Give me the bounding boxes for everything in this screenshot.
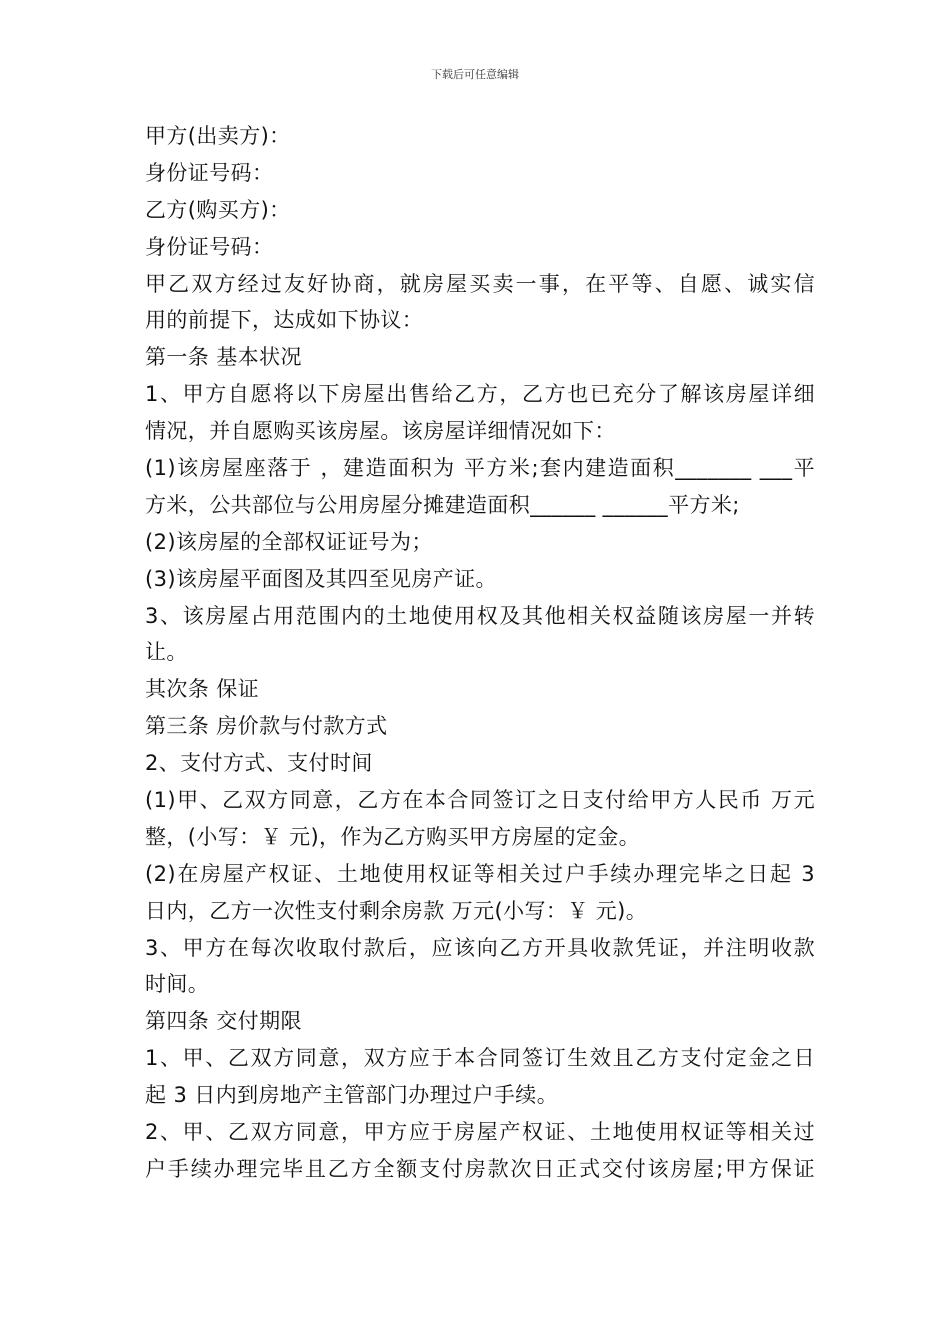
text-line: 情况，并自愿购买该房屋。该房屋详细情况如下： <box>145 419 616 444</box>
text-line: 甲方(出卖方)： <box>145 124 291 148</box>
text-line: 3、该房屋占用范围内的土地使用权及其他相关权益随该房屋一并转 <box>145 603 815 628</box>
text-line: 3、甲方在每次收取付款后，应该向乙方开具收款凭证，并注明收款 <box>145 935 815 960</box>
text-line: 1、甲、乙双方同意，双方应于本合同签订生效且乙方支付定金之日 <box>145 1046 815 1071</box>
text-line: 身份证号码： <box>145 160 274 185</box>
section-heading: 其次条 保证 <box>145 677 260 702</box>
section-heading: 第三条 房价款与付款方式 <box>145 714 388 739</box>
text-line: 整，(小写：￥ 元)，作为乙方购买甲方房屋的定金。 <box>145 824 641 849</box>
text-line: (2)该房屋的全部权证证号为； <box>145 529 433 554</box>
text-line: 身份证号码： <box>145 234 274 259</box>
text-line: 乙方(购买方)： <box>145 197 291 222</box>
text-line: 1、甲方自愿将以下房屋出售给乙方，乙方也已充分了解该房屋详细 <box>145 382 815 407</box>
text-line: 时间。 <box>145 972 210 997</box>
text-line: 用的前提下，达成如下协议： <box>145 308 424 333</box>
text-line: (1)甲、乙双方同意，乙方在本合同签订之日支付给甲方人民币 万元 <box>145 788 815 813</box>
text-line: 2、甲、乙双方同意，甲方应于房屋产权证、土地使用权证等相关过 <box>145 1120 815 1145</box>
section-heading: 第四条 交付期限 <box>145 1009 302 1034</box>
contract-body <box>145 118 815 1188</box>
text-line: 日内，乙方一次性支付剩余房款 万元(小写：￥ 元)。 <box>145 898 648 923</box>
text-line: (2)在房屋产权证、土地使用权证等相关过户手续办理完毕之日起 3 <box>145 861 815 886</box>
text-line: 甲乙双方经过友好协商，就房屋买卖一事，在平等、自愿、诚实信 <box>145 271 815 296</box>
text-line: (3)该房屋平面图及其四至见房产证。 <box>145 566 497 591</box>
section-heading: 第一条 基本状况 <box>145 345 302 370</box>
text-line: 起 3 日内到房地产主管部门办理过户手续。 <box>145 1083 559 1108</box>
text-line: (1)该房屋座落于 ，建造面积为 平方米;套内建造面积_______ ___平 <box>145 456 815 481</box>
text-line: 户手续办理完毕且乙方全额支付房款次日正式交付该房屋;甲方保证 <box>145 1156 815 1181</box>
text-line: 2、支付方式、支付时间 <box>145 751 373 776</box>
text-line: 方米，公共部位与公用房屋分摊建造面积______ ______平方米; <box>145 492 740 517</box>
page-header-note: 下载后可任意编辑 <box>431 68 519 81</box>
text-line: 让。 <box>145 640 188 665</box>
